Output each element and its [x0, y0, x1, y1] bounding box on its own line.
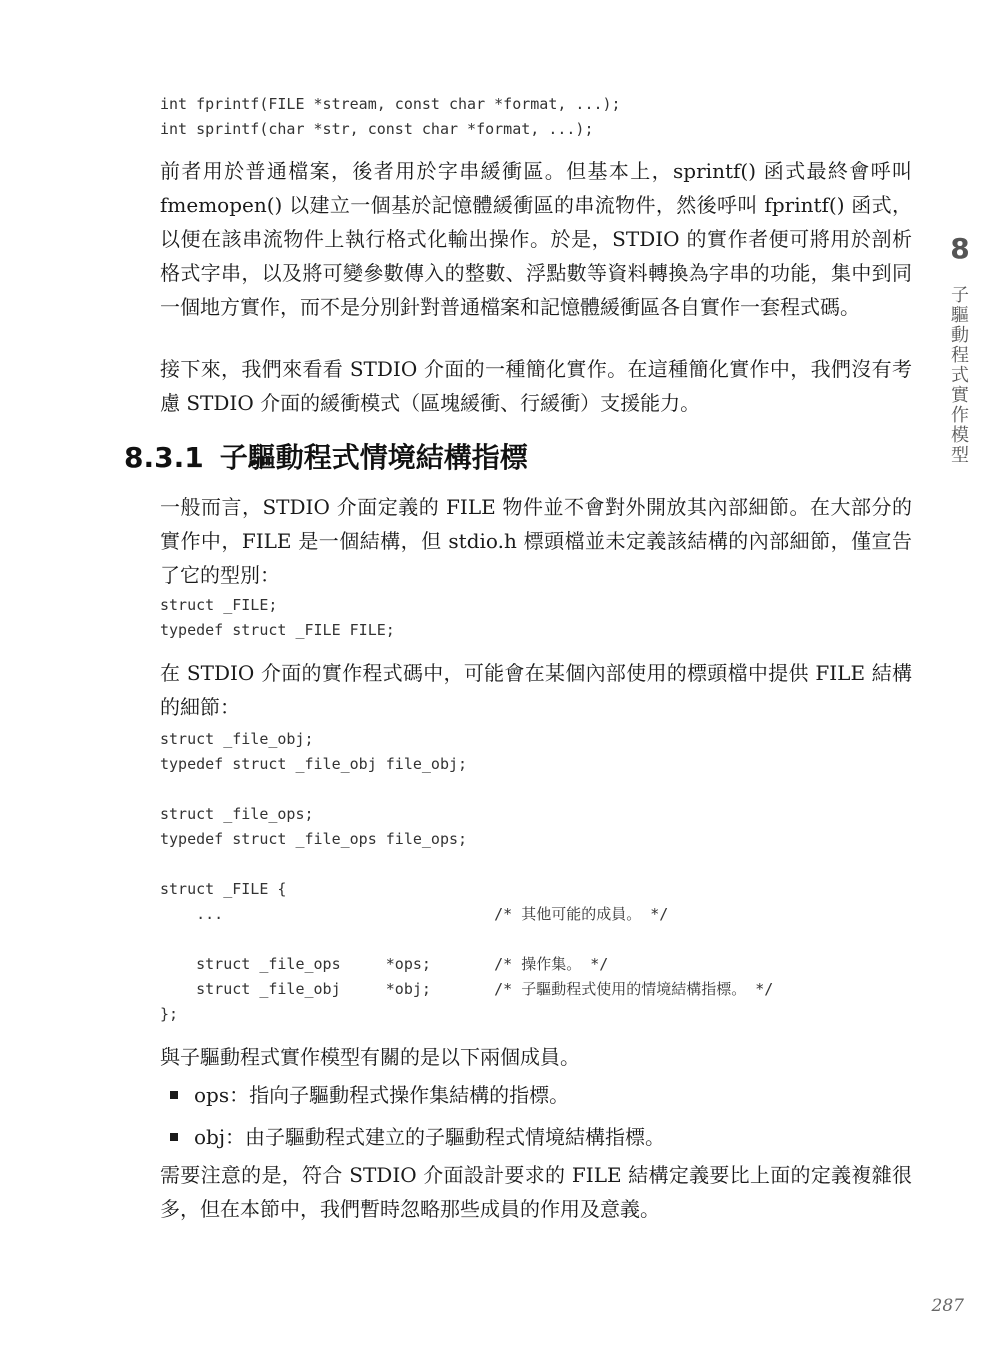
section-number: 8.3.1 — [124, 441, 204, 474]
paragraph-file-object-opaque: 一般而言，STDIO 介面定義的 FILE 物件並不會對外開放其內部細節。在大部分的實作中，FILE 是一個結構，但 stdio.h 標頭檔並未定義該結構的內部細節，僅宣告了它的型別： — [160, 495, 912, 587]
bullet-square-icon — [170, 1091, 178, 1099]
chapter-number-tab: 8 — [950, 232, 970, 265]
chapter-title-vertical: 子驅動程式實作模型 — [951, 285, 969, 466]
paragraph-note-complexity: 需要注意的是，符合 STDIO 介面設計要求的 FILE 結構定義要比上面的定義複雜很多，但在本節中，我們暫時忽略那些成員的作用及意義。 — [160, 1163, 912, 1221]
list-item-ops: ops：指向子驅動程式操作集結構的指標。 — [160, 1078, 912, 1112]
list-item-obj: obj：由子驅動程式建立的子驅動程式情境結構指標。 — [160, 1120, 912, 1154]
section-heading — [124, 436, 528, 480]
code-block-printf-prototypes: int fprintf(FILE *stream, const char *format, ...); int sprintf(char *str, const char *format, ...); — [160, 95, 621, 138]
paragraph-sprintf-explanation: 前者用於普通檔案，後者用於字串緩衝區。但基本上，sprintf() 函式最終會呼叫 fmemopen() 以建立一個基於記憶體緩衝區的串流物件，然後呼叫 fprintf() 函式，以便在該串流物件上執行格式化輸出操作。於是，STDIO 的實作者便可將用於剖析格式字串，以及將可變參數傳入的整數、浮點數等資料轉換為字串的功能，集中到同一個地方實作，而不是分別針對普通檔案和記憶體緩衝區各自實作一套程式碼。 — [160, 159, 912, 319]
paragraph-members-intro: 與子驅動程式實作模型有關的是以下兩個成員。 — [160, 1045, 580, 1069]
code-block-file-struct: struct _file_obj; typedef struct _file_obj file_obj; struct _file_ops; typedef struct _file_ops file_ops; struct _FILE { ... /* 其他可能的成員。 */ struct _file_ops *ops; /* 操作集。 */ struct _file_obj *obj; /* 子驅動程式使用的情境結構指標。 */ }; — [160, 730, 774, 1023]
paragraph-internal-header: 在 STDIO 介面的實作程式碼中，可能會在某個內部使用的標頭檔中提供 FILE 結構的細節： — [160, 661, 912, 719]
paragraph-simplified-implementation: 接下來，我們來看看 STDIO 介面的一種簡化實作。在這種簡化實作中，我們沒有考慮 STDIO 介面的緩衝模式（區塊緩衝、行緩衝）支援能力。 — [160, 357, 912, 415]
member-list — [160, 1078, 912, 1162]
page-number: 287 — [931, 1296, 964, 1316]
code-block-file-declaration: struct _FILE; typedef struct _FILE FILE; — [160, 596, 395, 639]
section-title: 子驅動程式情境結構指標 — [219, 441, 528, 474]
bullet-square-icon — [170, 1133, 178, 1141]
